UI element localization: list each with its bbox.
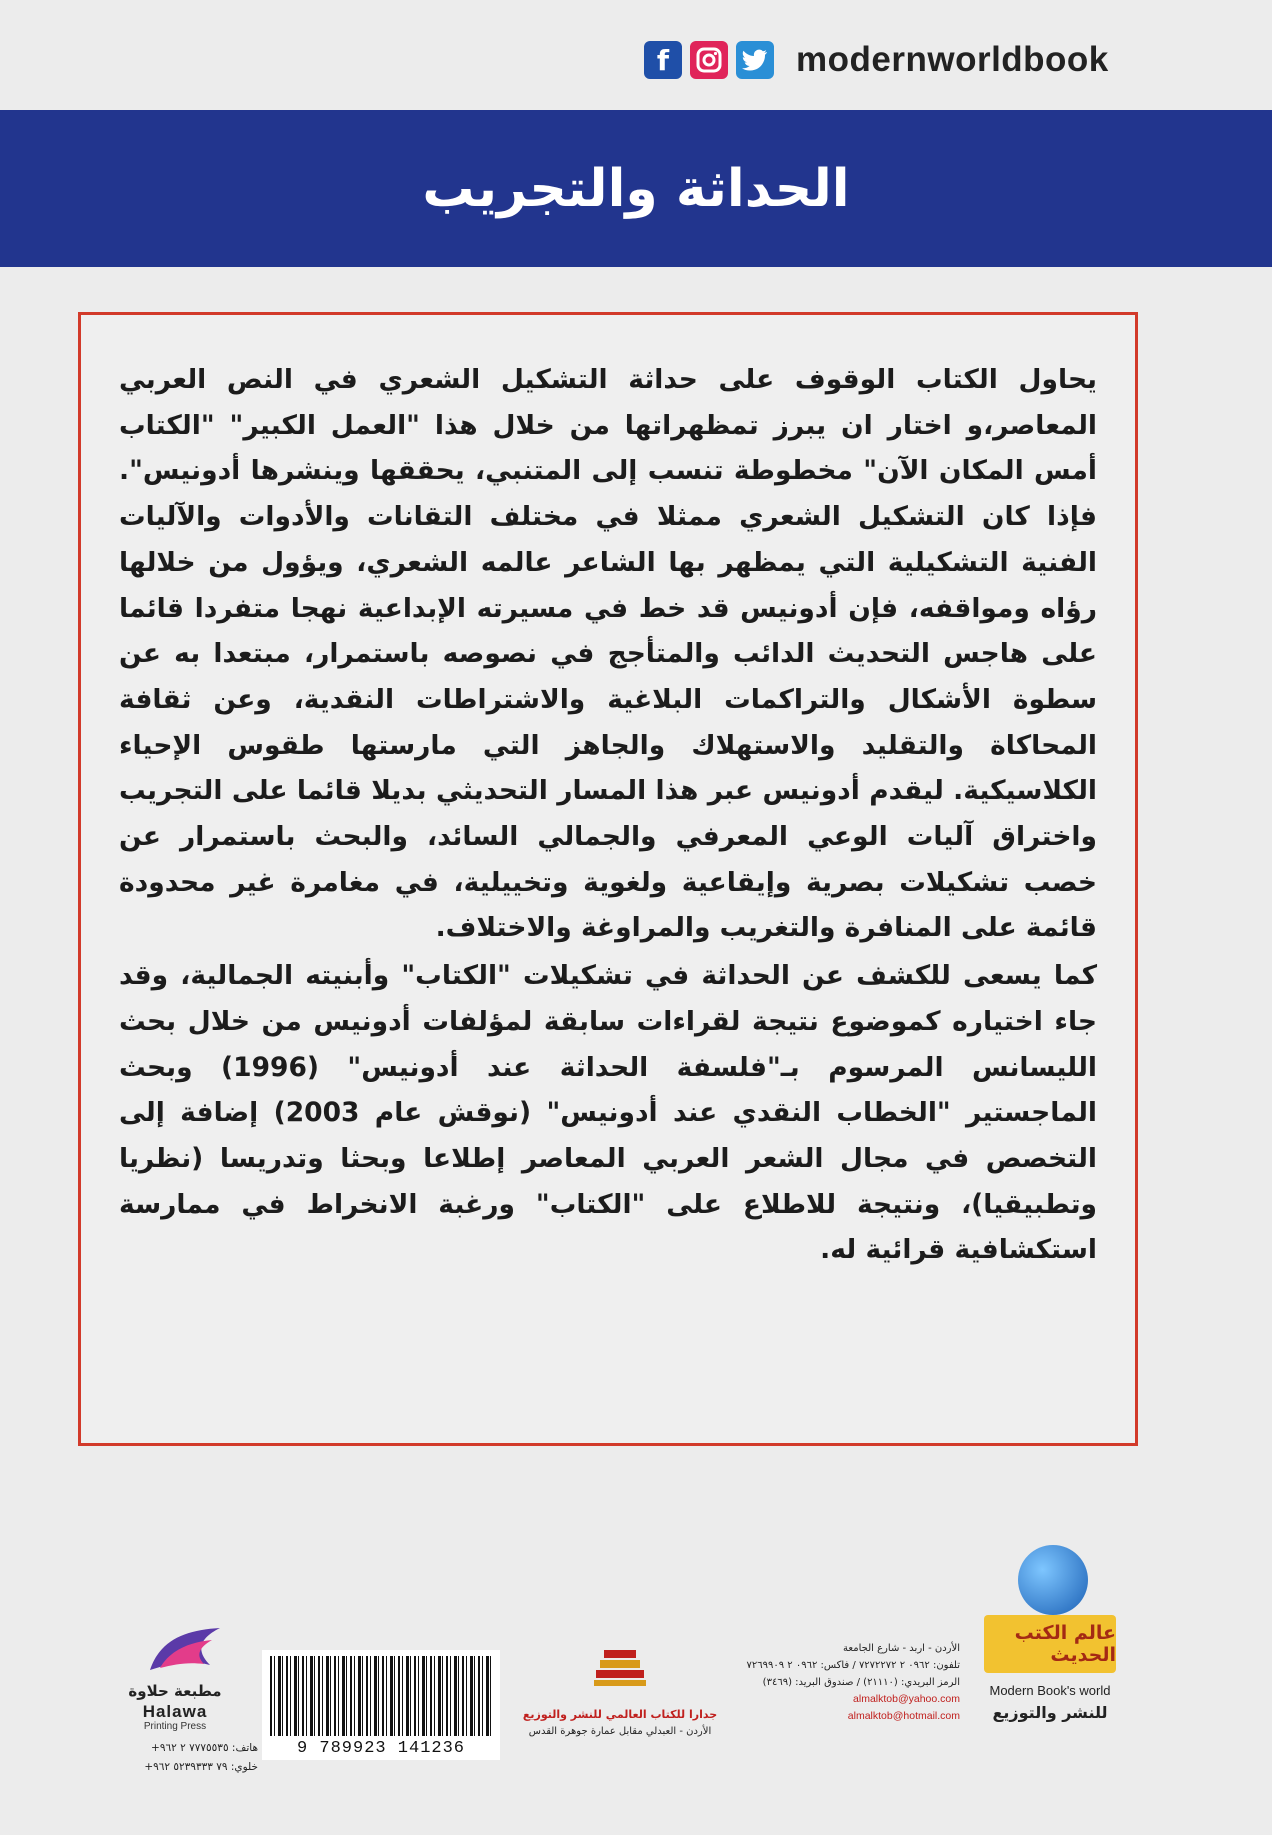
publisher-tagline: للنشر والتوزيع bbox=[992, 1703, 1108, 1722]
printer-phone: هاتف: ٧٧٧٥٥٣٥ ٢ ٩٦٢+ bbox=[151, 1742, 258, 1754]
printer-mobile: خلوي: ٧٩ ٥٢٣٩٣٣٣ ٩٦٢+ bbox=[144, 1761, 258, 1773]
description-text bbox=[119, 357, 1097, 1273]
isbn-number: 9 789923 141236 bbox=[296, 1739, 466, 1758]
publisher-name-ar: عالم الكتب الحديث bbox=[984, 1615, 1116, 1673]
distributor-name: جدارا للكتاب العالمي للنشر والتوزيع bbox=[522, 1708, 718, 1721]
publisher-contact bbox=[720, 1640, 960, 1725]
description-paragraph-2: كما يسعى للكشف عن الحداثة في تشكيلات "الكتاب" وأبنيته الجمالية، وقد جاء اختياره كموضوع نتيجة لقراءات سابقة لمؤلفات أدونيس من خلال بحث الليسانس المرسوم بـ"فلسفة الحداثة عند أدونيس" (1996) وبحث الماجستير "الخطاب النقدي عند أدونيس" (نوقش عام 2003) إضافة إلى التخصص في مجال الشعر العربي المعاصر إطلاعا وبحثا وتدريسا (نظريا وتطبيقيا)، ونتيجة للاطلاع على "الكتاب" ورغبة الانخراط في ممارسة استكشافية قرائية له. bbox=[119, 960, 1097, 1266]
isbn-barcode bbox=[262, 1650, 500, 1760]
instagram-icon[interactable] bbox=[690, 41, 728, 79]
social-handle[interactable]: modernworldbook bbox=[796, 40, 1109, 79]
twitter-icon[interactable] bbox=[736, 41, 774, 79]
title-band bbox=[0, 110, 1272, 267]
facebook-icon[interactable] bbox=[644, 41, 682, 79]
horse-icon bbox=[140, 1620, 230, 1680]
description-frame bbox=[78, 312, 1138, 1446]
printer-name-ar: مطبعة حلاوة bbox=[128, 1682, 222, 1700]
publisher-name-en: Modern Book's world bbox=[989, 1683, 1111, 1698]
globe-icon bbox=[1018, 1545, 1088, 1615]
book-stack-icon bbox=[590, 1640, 650, 1700]
publisher-logo bbox=[980, 1545, 1120, 1755]
facebook-glyph: f bbox=[656, 43, 670, 77]
book-title: الحداثة والتجريب bbox=[422, 158, 850, 219]
description-paragraph-1: يحاول الكتاب الوقوف على حداثة التشكيل الشعري في النص العربي المعاصر،و اختار ان يبرز تمظهراتها من خلال هذا "العمل الكبير" "الكتاب أمس المكان الآن" مخطوطة تنسب إلى المتنبي، يحققها وينشرها أدونيس". فإذا كان التشكيل الشعري ممثلا في مختلف التقانات والأدوات والآليات الفنية التشكيلية التي يمظهر بها الشاعر عالمه الشعري، ويؤول من خلالها رؤاه ومواقفه، فإن أدونيس قد خط في مسيرته الإبداعية نهجا متفردا قائما على هاجس التحديث الدائب والمتأجج في نصوصه باستمرار، مبتعدا به عن سطوة الأشكال والتراكمات البلاغية والاشتراطات النقدية، وعن ثقافة المحاكاة والتقليد والاستهلاك والجاهز التي مارستها طقوس الإحياء الكلاسيكية. ليقدم أدونيس عبر هذا المسار التحديثي بديلا قائما على التجريب واختراق آليات الوعي المعرفي والجمالي السائد، والبحث باستمرار عن خصب تشكيلات بصرية وإيقاعية ولغوية وتخييلية، في مغامرة غير محدودة قائمة على المنافرة والتغريب والمراوغة والاختلاف. bbox=[119, 364, 1097, 944]
social-bar bbox=[644, 38, 1109, 82]
printer-name-en: Halawa bbox=[142, 1702, 208, 1721]
contact-address: الأردن - اربد - شارع الجامعة bbox=[843, 1643, 960, 1654]
distributor-address: الأردن - العبدلي مقابل عمارة جوهرة القدس bbox=[528, 1726, 712, 1737]
printer-logo bbox=[80, 1620, 260, 1780]
barcode-bars bbox=[270, 1656, 492, 1736]
distributor-logo bbox=[520, 1640, 720, 1770]
contact-postal: الرمز البريدي: (٢١١١٠) / صندوق البريد: (٣٤٦٩) bbox=[762, 1677, 960, 1688]
printer-subtitle: Printing Press bbox=[143, 1721, 207, 1732]
contact-phone: تلفون: ٠٩٦٢ ٢ ٧٢٧٢٢٧٢ / فاكس: ٠٩٦٢ ٢ ٧٢٦٩٩٠٩ bbox=[746, 1660, 960, 1671]
contact-email-1[interactable]: almalktob@yahoo.com bbox=[853, 1693, 960, 1705]
contact-email-2[interactable]: almalktob@hotmail.com bbox=[847, 1710, 960, 1722]
